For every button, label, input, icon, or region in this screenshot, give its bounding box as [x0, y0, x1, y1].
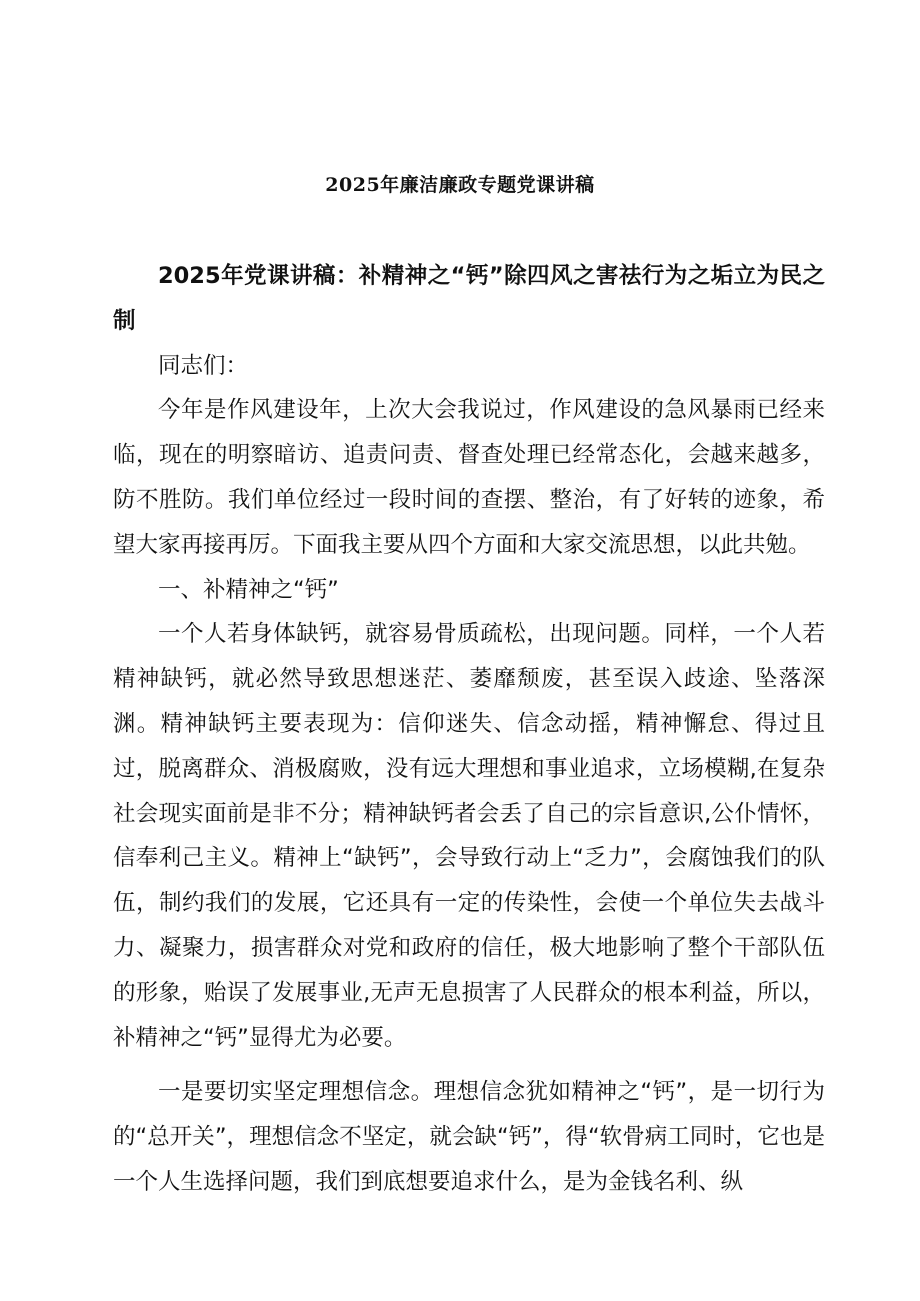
paragraph-ideals: 一是要切实坚定理想信念。理想信念犹如精神之“钙”，是一切行为的“总开关”，理想信念不坚定，就会缺“钙”，得“软骨病工同时，它也是一个人生选择问题，我们到底想要追求什么，是为金钱名利、纵: [113, 1079, 825, 1195]
document-title: 2025年廉洁廉政专题党课讲稿: [325, 174, 595, 196]
document-body: [113, 254, 825, 1205]
paragraph-calcium: 一个人若身体缺钙，就容易骨质疏松，出现问题。同样，一个人若精神缺钙，就必然导致思想迷茫、萎靡颓废，甚至误入歧途、坠落深渊。精神缺钙主要表现为：信仰迷失、信念动摇，精神懈怠、得过且过，脱离群众、消极腐败，没有远大理想和事业追求，立场模糊,在复杂社会现实面前是非不分；精神缺钙者会丢了自己的宗旨意识,公仆情怀，信奉利己主义。精神上“缺钙”，会导致行动上“乏力”，会腐蚀我们的队伍，制约我们的发展，它还具有一定的传染性，会使一个单位失去战斗力、凝聚力，损害群众对党和政府的信任，极大地影响了整个干部队伍的形象，贻误了发展事业,无声无息损害了人民群众的根本利益，所以，补精神之“钙”显得尤为必要。: [113, 621, 825, 1051]
greeting: 同志们：: [158, 352, 249, 379]
paragraph-intro: 今年是作风建设年，上次大会我说过，作风建设的急风暴雨已经来临，现在的明察暗访、追责问责、督查处理已经常态化，会越来越多，防不胜防。我们单位经过一段时间的查摆、整治，有了好转的迹象，希望大家再接再厉。下面我主要从四个方面和大家交流思想，以此共勉。: [113, 397, 825, 558]
section-heading-1: 一、补精神之“钙”: [158, 576, 339, 603]
speech-subtitle: 2025年党课讲稿：补精神之“钙”除四风之害祛行为之垢立为民之制: [113, 263, 825, 334]
